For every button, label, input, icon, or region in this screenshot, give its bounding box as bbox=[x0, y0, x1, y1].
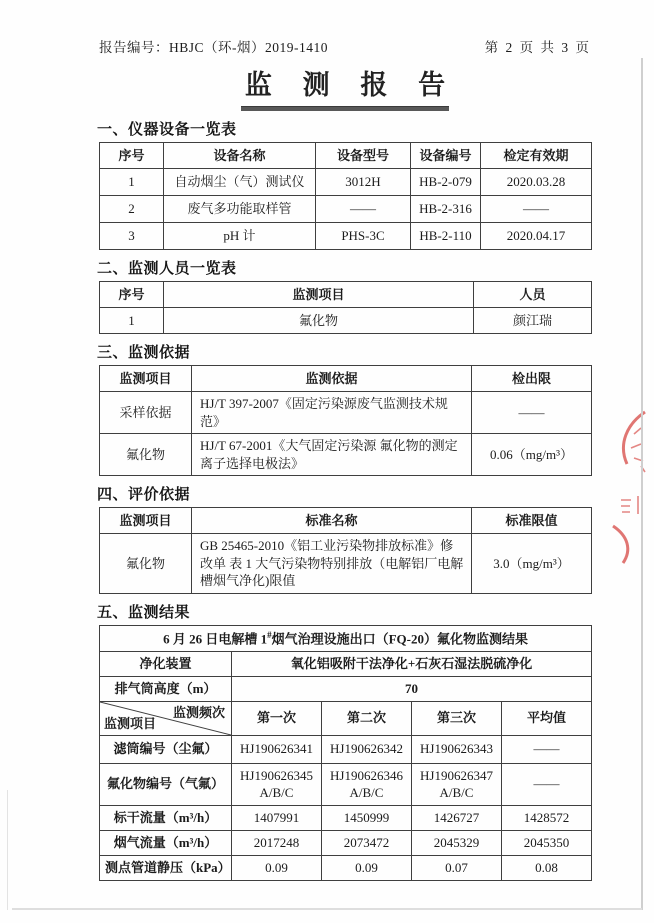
table-cell: 2020.04.17 bbox=[481, 223, 592, 250]
table-cell: pH 计 bbox=[164, 223, 316, 250]
table-cell: 1 bbox=[100, 169, 164, 196]
table-cell: 0.09 bbox=[232, 855, 322, 880]
table-cell: 2017248 bbox=[232, 830, 322, 855]
page-number: 第 2 页 共 3 页 bbox=[484, 40, 591, 55]
results-title-text: 6 月 26 日电解槽 1 bbox=[163, 631, 268, 647]
table-cell: 1450999 bbox=[322, 805, 412, 830]
table-header-row bbox=[100, 282, 592, 308]
table-cell: 氟化物 bbox=[100, 434, 192, 476]
scan-edge-left bbox=[7, 790, 8, 910]
col-header: 检定有效期 bbox=[481, 143, 592, 169]
section-5-heading: 五、监测结果 bbox=[97, 604, 191, 621]
table-cell: 2045350 bbox=[502, 830, 592, 855]
results-table bbox=[99, 625, 592, 881]
table-cell: 1428572 bbox=[502, 805, 592, 830]
table-cell: 3012H bbox=[316, 169, 411, 196]
col-header: 第二次 bbox=[322, 701, 412, 735]
col-header: 设备名称 bbox=[164, 143, 316, 169]
scan-edge-right bbox=[641, 58, 643, 910]
table-cell: HJ190626347 A/B/C bbox=[412, 763, 502, 805]
table-cell: 1 bbox=[100, 308, 164, 334]
col-header: 监测项目 bbox=[164, 282, 474, 308]
table-row bbox=[100, 651, 592, 676]
table-cell: 氟化物 bbox=[164, 308, 474, 334]
col-header: 设备编号 bbox=[411, 143, 481, 169]
col-header: 平均值 bbox=[502, 701, 592, 735]
table-cell: 1407991 bbox=[232, 805, 322, 830]
table-cell: HJ190626343 bbox=[412, 735, 502, 763]
report-title: 监 测 报 告 bbox=[244, 70, 458, 100]
scan-edge-bottom bbox=[12, 908, 642, 910]
table-cell: 3 bbox=[100, 223, 164, 250]
row-label: 净化装置 bbox=[100, 651, 232, 676]
table-cell: HJ190626342 bbox=[322, 735, 412, 763]
results-title-text: 烟气治理设施出口（FQ-20）氟化物监测结果 bbox=[271, 631, 528, 647]
table-row bbox=[100, 534, 592, 594]
report-number: 报告编号：HBJC（环-烟）2019-1410 bbox=[99, 40, 329, 55]
table-cell: 颜江瑞 bbox=[474, 308, 592, 334]
table-cell: 2020.03.28 bbox=[481, 169, 592, 196]
table-cell: 0.06（mg/m³） bbox=[472, 434, 592, 476]
table-cell: 0.08 bbox=[502, 855, 592, 880]
table-cell: PHS-3C bbox=[316, 223, 411, 250]
section-3-heading: 三、监测依据 bbox=[97, 345, 191, 361]
table-cell: 采样依据 bbox=[100, 392, 192, 434]
table-header-row bbox=[100, 366, 592, 392]
table-cell: 2045329 bbox=[412, 830, 502, 855]
table-cell: 0.09 bbox=[322, 855, 412, 880]
row-label: 滤筒编号（尘氟） bbox=[100, 735, 232, 763]
section-1-heading: 一、仪器设备一览表 bbox=[97, 122, 237, 138]
table-cell: 1426727 bbox=[412, 805, 502, 830]
table-cell: HJ/T 397-2007《固定污染源废气监测技术规范》 bbox=[192, 392, 472, 434]
table-cell: 70 bbox=[232, 676, 592, 701]
results-title-row bbox=[100, 625, 592, 651]
title-underline bbox=[241, 106, 449, 111]
row-label: 氟化物编号（气氟） bbox=[100, 763, 232, 805]
table-cell: GB 25465-2010《铝工业污染物排放标准》修改单 表 1 大气污染物特别排放（电解铝厂电解槽烟气净化)限值 bbox=[192, 534, 472, 594]
diagonal-header-cell bbox=[100, 701, 232, 735]
table-row bbox=[100, 196, 592, 223]
superscript-hash: # bbox=[267, 629, 272, 640]
table-row bbox=[100, 392, 592, 434]
table-row bbox=[100, 223, 592, 250]
col-header: 第一次 bbox=[232, 701, 322, 735]
table-cell: 自动烟尘（气）测试仪 bbox=[164, 169, 316, 196]
table-cell: 0.07 bbox=[412, 855, 502, 880]
table-header-row bbox=[100, 701, 592, 735]
table-row bbox=[100, 763, 592, 805]
evaluation-basis-table bbox=[99, 507, 592, 594]
col-header: 监测项目 bbox=[100, 366, 192, 392]
table-cell: —— bbox=[481, 196, 592, 223]
table-cell: 氟化物 bbox=[100, 534, 192, 594]
table-cell: 废气多功能取样管 bbox=[164, 196, 316, 223]
table-row bbox=[100, 308, 592, 334]
table-row bbox=[100, 169, 592, 196]
row-label: 标干流量（m³/h） bbox=[100, 805, 232, 830]
diag-top-label: 监测频次 bbox=[172, 704, 225, 720]
col-header: 第三次 bbox=[412, 701, 502, 735]
table-row bbox=[100, 830, 592, 855]
col-header: 检出限 bbox=[472, 366, 592, 392]
section-4-heading: 四、评价依据 bbox=[97, 487, 191, 504]
equipment-table bbox=[99, 142, 592, 250]
table-header-row bbox=[100, 508, 592, 534]
table-cell: 2 bbox=[100, 196, 164, 223]
table-row bbox=[100, 434, 592, 476]
red-seal-stamp-partial bbox=[601, 406, 651, 566]
col-header: 监测项目 bbox=[100, 508, 192, 534]
row-label: 测点管道静压（kPa） bbox=[100, 855, 232, 880]
monitoring-basis-table bbox=[99, 365, 592, 476]
table-cell: HJ190626346 A/B/C bbox=[322, 763, 412, 805]
table-cell: HB-2-316 bbox=[411, 196, 481, 223]
table-cell: HB-2-079 bbox=[411, 169, 481, 196]
table-cell: HJ/T 67-2001《大气固定污染源 氟化物的测定 离子选择电极法》 bbox=[192, 434, 472, 476]
col-header: 标准名称 bbox=[192, 508, 472, 534]
table-cell: —— bbox=[502, 763, 592, 805]
table-cell: 2073472 bbox=[322, 830, 412, 855]
table-cell: 3.0（mg/m³） bbox=[472, 534, 592, 594]
col-header: 序号 bbox=[100, 282, 164, 308]
table-cell: —— bbox=[472, 392, 592, 434]
table-header-row bbox=[100, 143, 592, 169]
table-row bbox=[100, 855, 592, 880]
col-header: 设备型号 bbox=[316, 143, 411, 169]
col-header: 标准限值 bbox=[472, 508, 592, 534]
personnel-table bbox=[99, 281, 592, 334]
table-cell: —— bbox=[316, 196, 411, 223]
col-header: 人员 bbox=[474, 282, 592, 308]
table-row bbox=[100, 735, 592, 763]
section-2-heading: 二、监测人员一览表 bbox=[97, 261, 237, 277]
table-cell: HB-2-110 bbox=[411, 223, 481, 250]
row-label: 排气筒高度（m） bbox=[100, 676, 232, 701]
table-cell: —— bbox=[502, 735, 592, 763]
results-title bbox=[100, 625, 592, 651]
diag-bottom-label: 监测项目 bbox=[104, 716, 157, 732]
table-cell: HJ190626341 bbox=[232, 735, 322, 763]
page-header bbox=[99, 36, 591, 56]
row-label: 烟气流量（m³/h） bbox=[100, 830, 232, 855]
table-cell: 氧化铝吸附干法净化+石灰石湿法脱硫净化 bbox=[232, 651, 592, 676]
table-row bbox=[100, 805, 592, 830]
col-header: 序号 bbox=[100, 143, 164, 169]
table-cell: HJ190626345 A/B/C bbox=[232, 763, 322, 805]
page-content bbox=[99, 36, 591, 881]
table-row bbox=[100, 676, 592, 701]
col-header: 监测依据 bbox=[192, 366, 472, 392]
